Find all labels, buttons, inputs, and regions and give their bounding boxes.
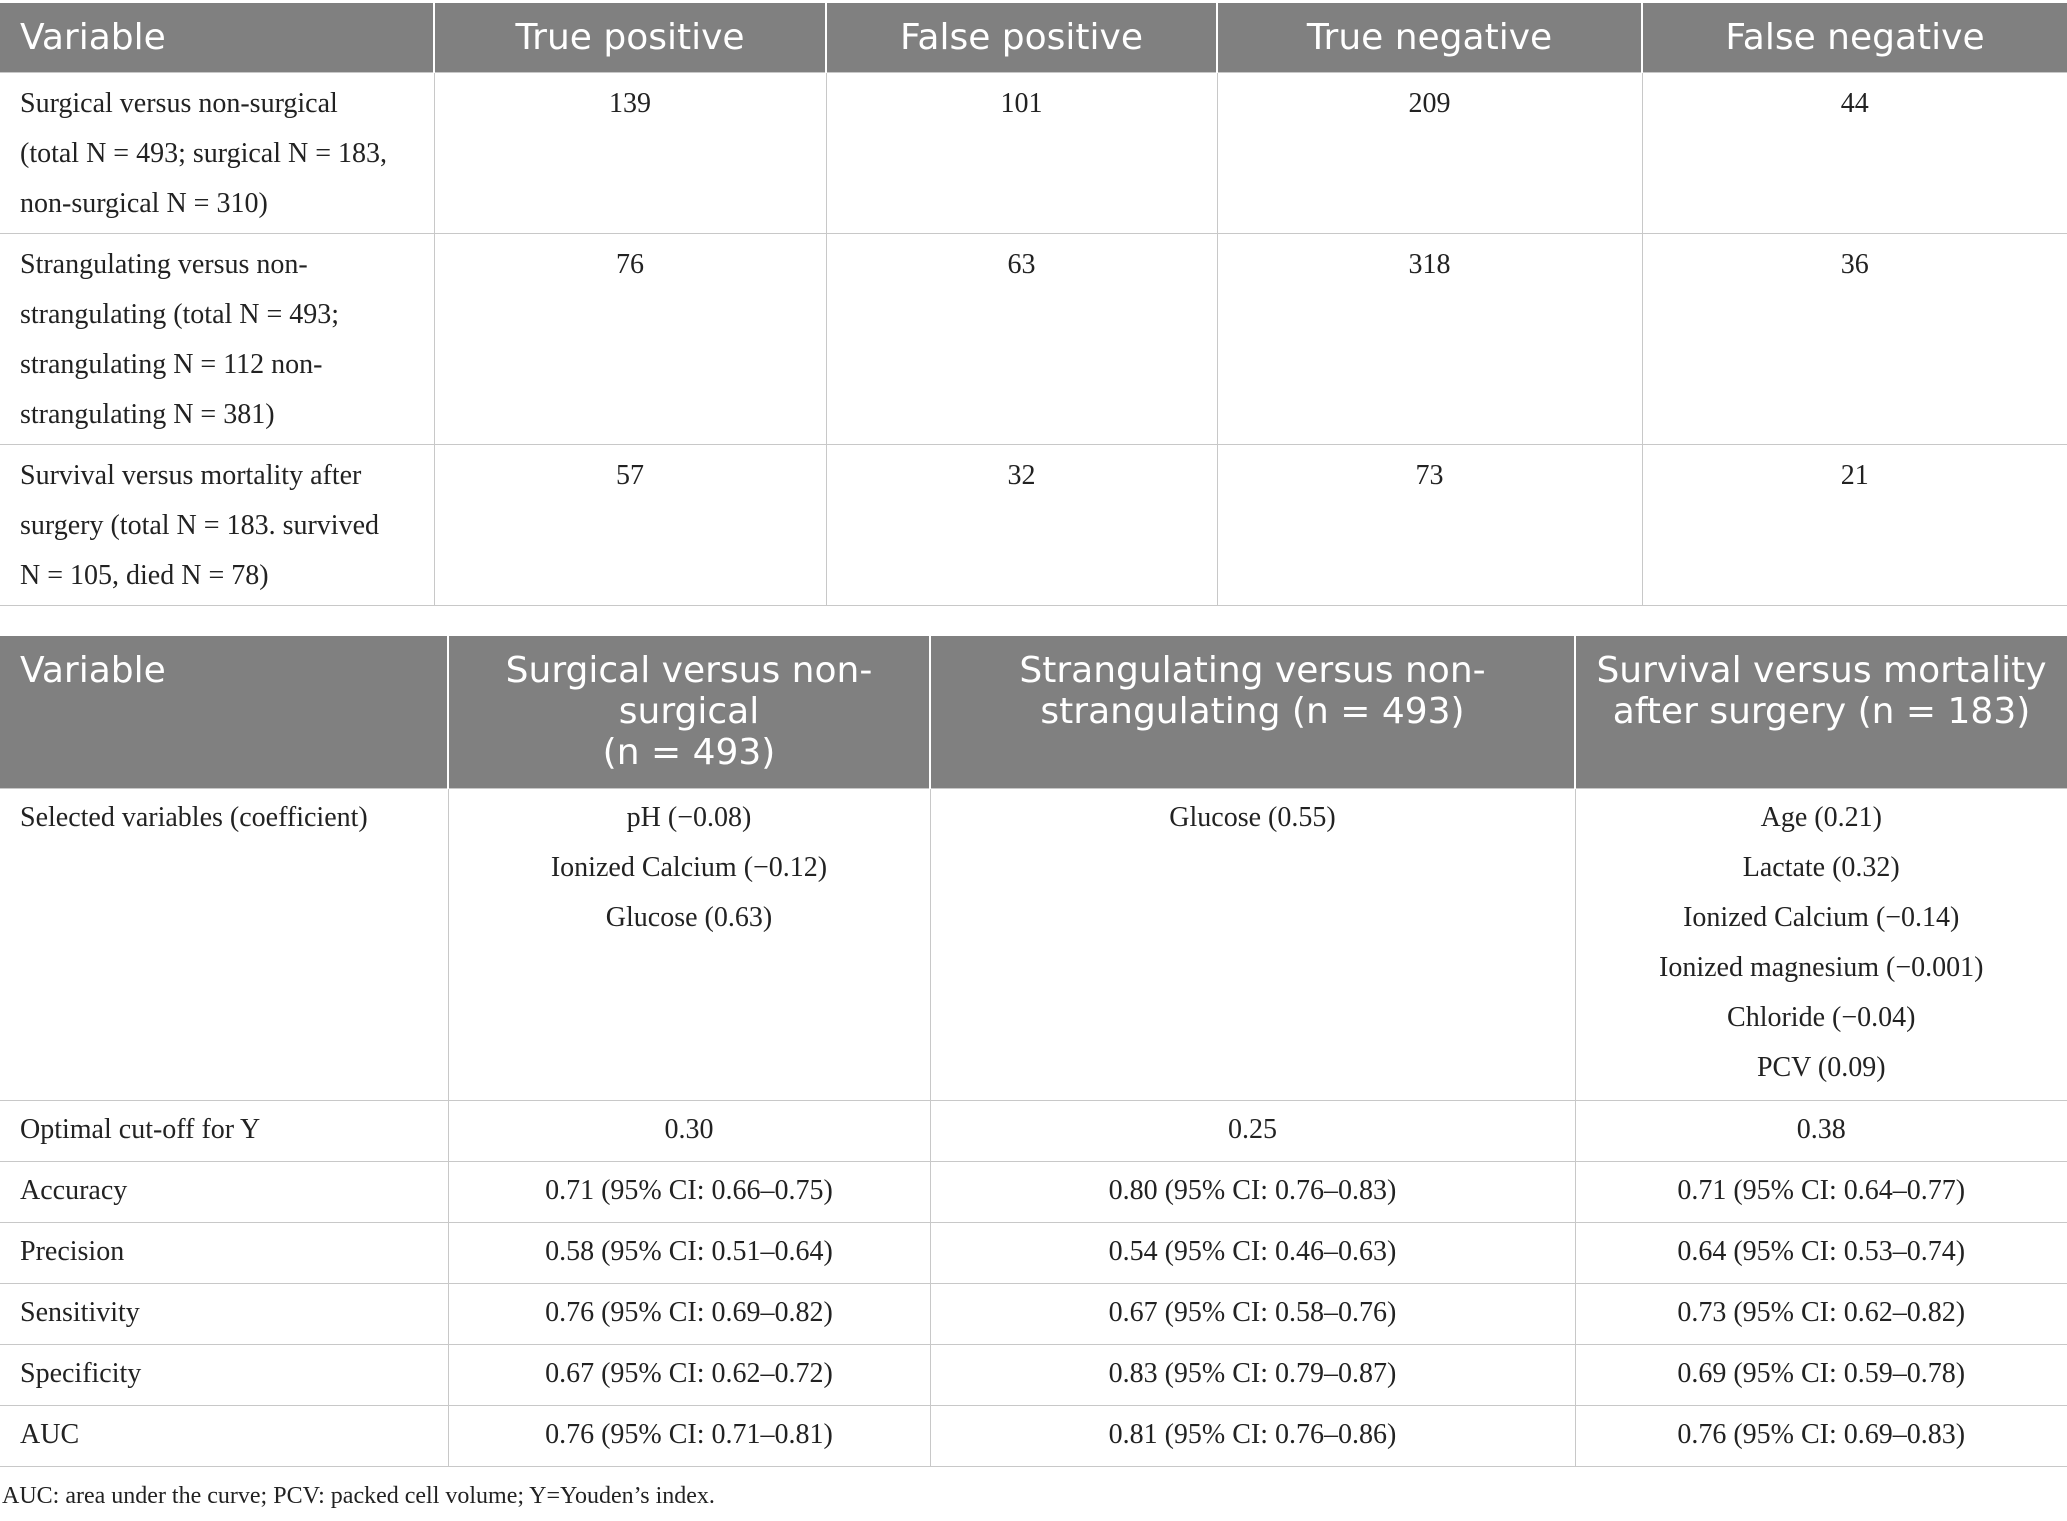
variable-line: Surgical versus non-surgical (20, 87, 338, 119)
coefficient-item: Chloride (−0.04) (1727, 1001, 1916, 1033)
coefficient-item: Age (0.21) (1760, 801, 1882, 833)
metric-survival-cell: 0.73 (95% CI: 0.62–0.82) (1575, 1283, 2067, 1344)
table-row (0, 1344, 2067, 1405)
true-negative-cell: 73 (1217, 444, 1642, 605)
coefficient-item: Lactate (0.32) (1742, 851, 1900, 883)
table-header-row (0, 636, 2067, 788)
false-positive-cell: 32 (826, 444, 1217, 605)
coefficient-item: Glucose (0.55) (1169, 801, 1336, 833)
metric-survival-cell: 0.71 (95% CI: 0.64–0.77) (1575, 1161, 2067, 1222)
table-row (0, 444, 2067, 605)
row-label: Accuracy (0, 1161, 448, 1222)
false-negative-cell: 36 (1642, 233, 2067, 444)
header-line: Surgical versus non- (505, 650, 873, 691)
variable-line: Strangulating versus non- (20, 248, 308, 280)
header-strangulating (930, 636, 1575, 788)
true-negative-cell: 318 (1217, 233, 1642, 444)
metric-strangulating-cell: 0.54 (95% CI: 0.46–0.63) (930, 1222, 1575, 1283)
table-row (0, 233, 2067, 444)
coefficient-item: Ionized Calcium (−0.14) (1683, 901, 1960, 933)
false-negative-cell: 21 (1642, 444, 2067, 605)
row-label: Sensitivity (0, 1283, 448, 1344)
true-negative-cell: 209 (1217, 72, 1642, 233)
row-label: Selected variables (coefficient) (0, 788, 448, 1100)
metric-surgical-cell: 0.76 (95% CI: 0.71–0.81) (448, 1405, 930, 1466)
table-row (0, 72, 2067, 233)
header-variable: Variable (0, 636, 448, 788)
variable-line: surgery (total N = 183. survived (20, 509, 379, 541)
false-positive-cell: 101 (826, 72, 1217, 233)
metric-surgical-cell: 0.76 (95% CI: 0.69–0.82) (448, 1283, 930, 1344)
coefficient-item: pH (−0.08) (626, 801, 752, 833)
header-line: Strangulating versus non- (1019, 650, 1486, 691)
row-label: Optimal cut-off for Y (0, 1100, 448, 1161)
metric-survival-cell: 0.76 (95% CI: 0.69–0.83) (1575, 1405, 2067, 1466)
table-row-selected-variables (0, 788, 2067, 1100)
table-row (0, 1405, 2067, 1466)
row-variable-cell (0, 72, 434, 233)
selected-survival-cell (1575, 788, 2067, 1100)
coefficient-item: Ionized Calcium (−0.12) (550, 851, 828, 883)
false-negative-cell: 44 (1642, 72, 2067, 233)
coefficient-item: PCV (0.09) (1756, 1051, 1886, 1083)
metric-surgical-cell: 0.58 (95% CI: 0.51–0.64) (448, 1222, 930, 1283)
variable-line: strangulating N = 381) (20, 398, 275, 430)
variable-line: strangulating N = 112 non- (20, 348, 323, 380)
row-label: AUC (0, 1405, 448, 1466)
variable-line: strangulating (total N = 493; (20, 298, 340, 330)
table-header-row (0, 3, 2067, 72)
true-positive-cell: 76 (434, 233, 826, 444)
metric-survival-cell: 0.69 (95% CI: 0.59–0.78) (1575, 1344, 2067, 1405)
metric-strangulating-cell: 0.25 (930, 1100, 1575, 1161)
metric-strangulating-cell: 0.83 (95% CI: 0.79–0.87) (930, 1344, 1575, 1405)
row-variable-cell (0, 233, 434, 444)
selected-strangulating-cell (930, 788, 1575, 1100)
header-survival (1575, 636, 2067, 788)
coefficient-item: Glucose (0.63) (605, 901, 773, 933)
header-false-negative: False negative (1642, 3, 2067, 72)
true-positive-cell: 57 (434, 444, 826, 605)
header-false-positive: False positive (826, 3, 1217, 72)
header-true-positive: True positive (434, 3, 826, 72)
metric-surgical-cell: 0.67 (95% CI: 0.62–0.72) (448, 1344, 930, 1405)
selected-surgical-cell (448, 788, 930, 1100)
row-label: Specificity (0, 1344, 448, 1405)
true-positive-cell: 139 (434, 72, 826, 233)
metric-strangulating-cell: 0.80 (95% CI: 0.76–0.83) (930, 1161, 1575, 1222)
coefficient-item: Ionized magnesium (−0.001) (1659, 951, 1984, 983)
metric-strangulating-cell: 0.67 (95% CI: 0.58–0.76) (930, 1283, 1575, 1344)
metric-survival-cell: 0.64 (95% CI: 0.53–0.74) (1575, 1222, 2067, 1283)
header-line: after surgery (n = 183) (1612, 691, 2031, 732)
header-line: (n = 493) (602, 732, 776, 773)
table-footnote: AUC: area under the curve; PCV: packed cell volume; Y=Youden’s index. (2, 1483, 715, 1509)
false-positive-cell: 63 (826, 233, 1217, 444)
header-line: surgical (618, 691, 760, 732)
variable-line: Survival versus mortality after (20, 459, 362, 491)
header-line: Survival versus mortality (1596, 650, 2047, 691)
metric-survival-cell: 0.38 (1575, 1100, 2067, 1161)
confusion-counts-table (0, 3, 2067, 606)
metric-surgical-cell: 0.71 (95% CI: 0.66–0.75) (448, 1161, 930, 1222)
header-line: strangulating (n = 493) (1040, 691, 1465, 732)
table-row (0, 1100, 2067, 1161)
metric-strangulating-cell: 0.81 (95% CI: 0.76–0.86) (930, 1405, 1575, 1466)
row-label: Precision (0, 1222, 448, 1283)
header-true-negative: True negative (1217, 3, 1642, 72)
row-variable-cell (0, 444, 434, 605)
variable-line: non-surgical N = 310) (20, 187, 268, 219)
header-surgical (448, 636, 930, 788)
variable-line: (total N = 493; surgical N = 183, (20, 137, 388, 169)
table-row (0, 1161, 2067, 1222)
model-performance-table (0, 636, 2067, 1467)
header-variable: Variable (0, 3, 434, 72)
variable-line: N = 105, died N = 78) (20, 559, 269, 591)
metric-surgical-cell: 0.30 (448, 1100, 930, 1161)
table-row (0, 1222, 2067, 1283)
table-row (0, 1283, 2067, 1344)
